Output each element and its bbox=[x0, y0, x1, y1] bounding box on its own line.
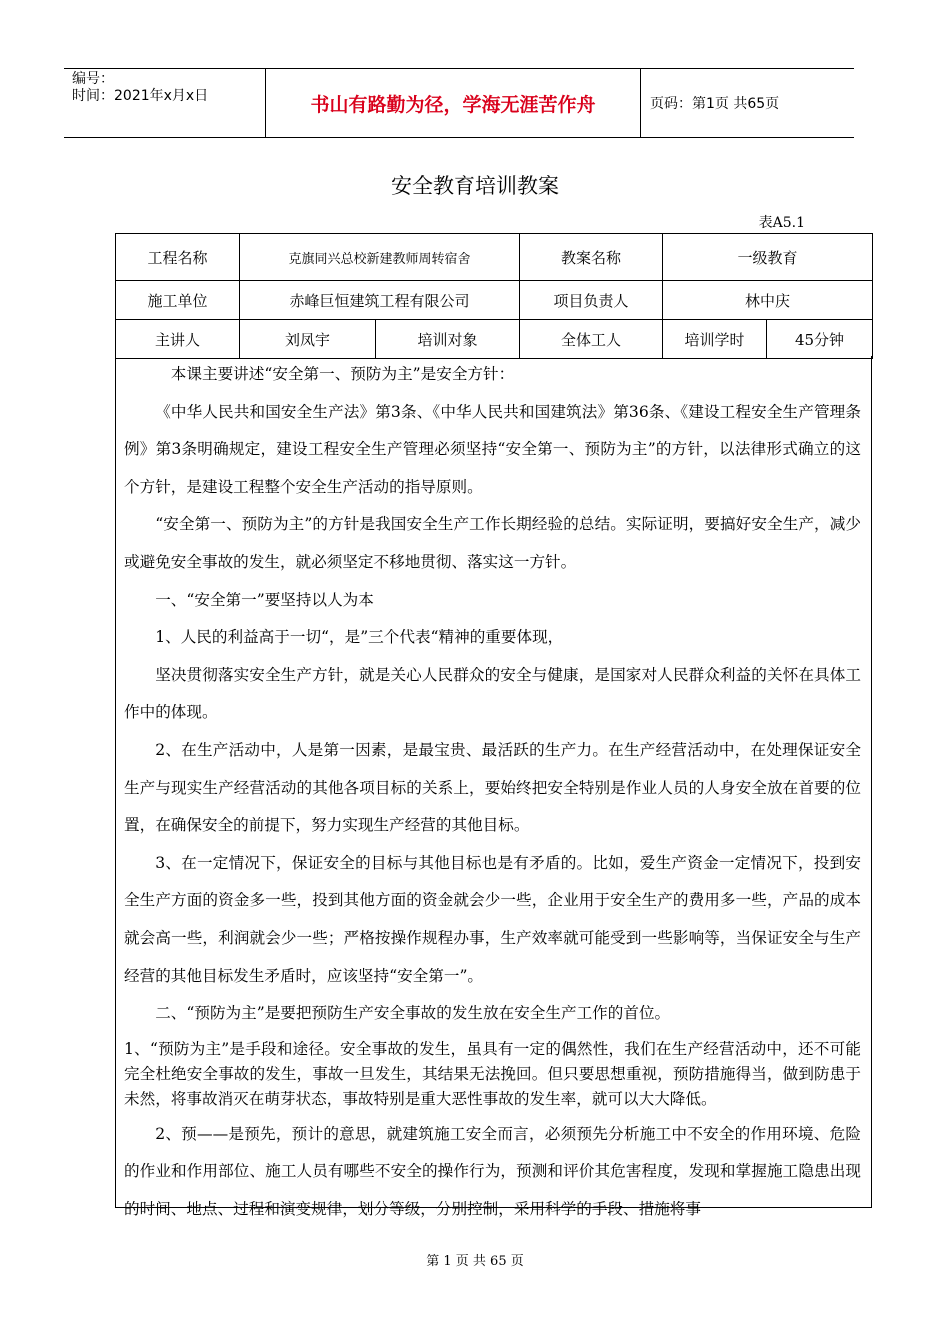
table-row bbox=[116, 320, 873, 359]
motto-cell bbox=[265, 69, 641, 137]
info-table bbox=[115, 233, 873, 359]
project-name-label: 工程名称 bbox=[116, 234, 240, 281]
paragraph: 2、在生产活动中，人是第一因素，是最宝贵、最活跃的生产力。在生产经营活动中，在处理保证安全生产与现实生产经营活动的其他各项目标的关系上，要始终把安全特别是作业人员的人身安全放在首要的位置，在确保安全的前提下，努力实现生产经营的其他目标。 bbox=[124, 740, 861, 835]
hours-label: 培训学时 bbox=[663, 320, 767, 359]
header-meta bbox=[72, 71, 208, 105]
paragraph: 坚决贯彻落实安全生产方针，就是关心人民群众的安全与健康，是国家对人民群众利益的关怀在具体工作中的体现。 bbox=[124, 665, 861, 722]
paragraph: 1、人民的利益高于一切“，是”三个代表“精神的重要体现， bbox=[155, 628, 564, 647]
section-heading: 一、“安全第一”要坚持以人为本 bbox=[155, 590, 374, 609]
unit-label: 施工单位 bbox=[116, 281, 240, 320]
unit: 赤峰巨恒建筑工程有限公司 bbox=[240, 281, 520, 320]
page-footer: 第 1 页 共 65 页 bbox=[426, 1254, 524, 1269]
manager-label: 项目负责人 bbox=[520, 281, 663, 320]
page-title: 安全教育培训教案 bbox=[391, 174, 559, 198]
hours: 45分钟 bbox=[767, 320, 873, 359]
motto: 书山有路勤为径，学海无涯苦作舟 bbox=[310, 93, 596, 116]
table-row bbox=[116, 281, 873, 320]
plan-name-label: 教案名称 bbox=[520, 234, 663, 281]
section-heading: 二、“预防为主”是要把预防生产安全事故的发生放在安全生产工作的首位。 bbox=[155, 1004, 671, 1023]
target-label: 培训对象 bbox=[376, 320, 520, 359]
project-name: 克旗同兴总校新建教师周转宿舍 bbox=[240, 234, 520, 281]
lecturer-label: 主讲人 bbox=[116, 320, 240, 359]
table-row bbox=[116, 234, 873, 281]
paragraph: 3、在一定情况下，保证安全的目标与其他目标也是有矛盾的。比如，爱生产资金一定情况下，投到安全生产方面的资金多一些，投到其他方面的资金就会少一些，企业用于安全生产的费用多一些，产品的成本就会高一些，利润就会少一些；严格按操作规程办事，生产效率就可能受到一些影响等，当保证安全与生产经营的其他目标发生矛盾时，应该坚持“安全第一”。 bbox=[124, 853, 861, 985]
page-info: 页码：第1页 共65页 bbox=[650, 96, 780, 112]
number-label: 编号： bbox=[72, 71, 114, 87]
lesson-content bbox=[115, 356, 872, 1218]
time-label: 时间：2021年x月x日 bbox=[72, 88, 209, 104]
paragraph: 2、预——是预先，预计的意思，就建筑施工安全而言，必须预先分析施工中不安全的作用环境、危险的作业和作用部位、施工人员有哪些不安全的操作行为，预测和评价其危害程度，发现和掌握施工隐患出现的时间、地点、过程和演变规律，划分等级，分别控制，采用科学的手段、措施将事 bbox=[124, 1124, 861, 1218]
paragraph: 1、“预防为主”是手段和途径。安全事故的发生，虽具有一定的偶然性，我们在生产经营活动中，还不可能完全杜绝安全事故的发生，事故一旦发生，其结果无法挽回。但只要思想重视，预防措施得当，做到防患于未然，将事故消灭在萌芽状态，事故特别是重大恶性事故的发生率，就可以大大降低。 bbox=[124, 1039, 861, 1108]
paragraph: “安全第一、预防为主”的方针是我国安全生产工作长期经验的总结。实际证明，要搞好安全生产，减少或避免安全事故的发生，就必须坚定不移地贯彻、落实这一方针。 bbox=[124, 515, 861, 571]
paragraph: 本课主要讲述“安全第一、预防为主”是安全方针： bbox=[170, 365, 515, 383]
manager: 林中庆 bbox=[663, 281, 873, 320]
form-number: 表A5.1 bbox=[758, 215, 805, 231]
target: 全体工人 bbox=[520, 320, 663, 359]
document-header bbox=[64, 68, 854, 138]
lecturer: 刘凤宇 bbox=[240, 320, 376, 359]
paragraph: 《中华人民共和国安全生产法》第3条、《中华人民共和国建筑法》第36条、《建设工程安全生产管理条例》第3条明确规定，建设工程安全生产管理必须坚持“安全第一、预防为主”的方针，以法律形式确立的这个方针，是建设工程整个安全生产活动的指导原则。 bbox=[124, 402, 861, 496]
plan-name: 一级教育 bbox=[663, 234, 873, 281]
